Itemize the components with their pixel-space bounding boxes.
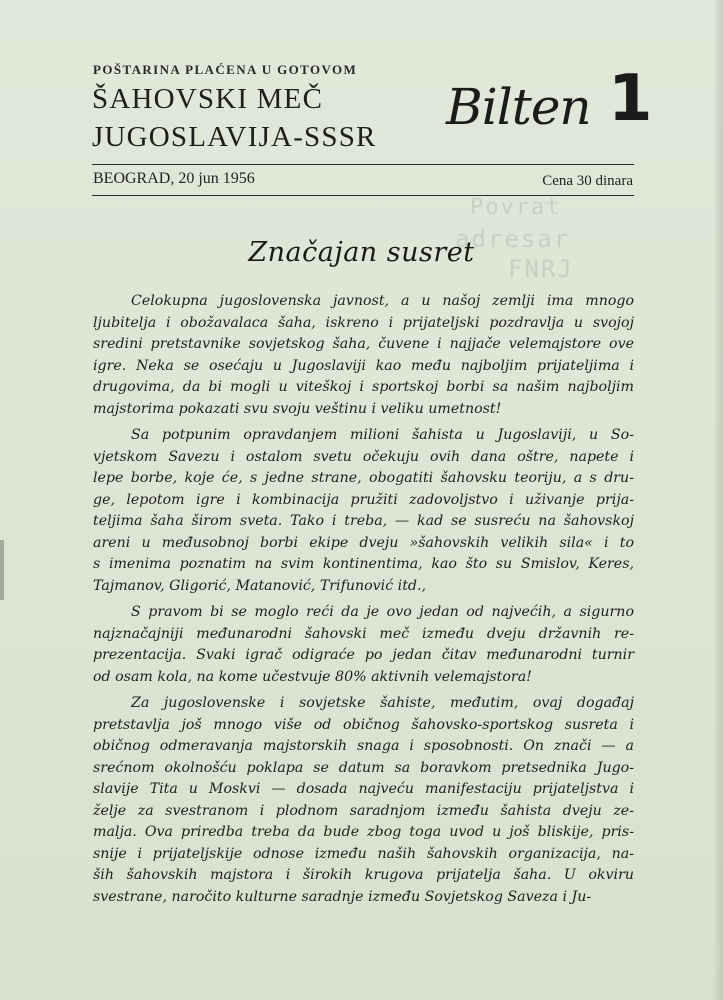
stamp-bleed-text: FNRJ: [508, 255, 574, 283]
article-paragraph: [93, 693, 634, 908]
article-line: ših šahovskih majstora i širokih krugova prijatelja šaha. U okviru: [93, 867, 634, 883]
masthead-title-line-2: JUGOSLAVIJA-SSSR: [92, 121, 377, 153]
article-line: Sa potpunim opravdanjem milioni šahista u Jugoslaviji, u So-: [131, 427, 634, 443]
article-line: Celokupna jugoslovenska javnost, a u našoj zemlji ima mnogo: [131, 293, 634, 309]
article-paragraph: [93, 291, 634, 420]
masthead-title-line-1: ŠAHOVSKI MEČ: [92, 83, 324, 115]
article-headline: Značajan susret: [248, 237, 475, 268]
article-line: svestrane, naročito kulturne saradnje između Sovjetskog Saveza i Ju-: [93, 888, 592, 905]
article-line: srećnom okolnošću poklapa se datum sa boravkom pretsednika Jugo-: [93, 759, 634, 776]
article-line: pretstavlja još mnogo više od običnog šahovsko-sportskog susreta i: [93, 716, 634, 733]
article-line: drugovima, da bi mogli u viteškoj i sportskoj borbi sa našim najboljim: [93, 379, 634, 395]
article-line: sredini pretstavnike sovjetskog šaha, čuvene i najjače velemajstore ove: [93, 336, 634, 352]
article-line: od osam kola, na kome učestvuje 80% aktivnih velemajstora!: [93, 668, 532, 685]
article-line: Tajmanov, Gligorić, Matanović, Trifunović itd.,: [93, 577, 427, 594]
price-label: Cena 30 dinara: [542, 173, 633, 189]
article-body: [93, 291, 634, 913]
issue-number: 1: [608, 62, 653, 136]
article-line: lepe borbe, koje će, s jedne strane, obogatiti šahovsku teoriju, a s dru-: [93, 470, 634, 486]
bilten-label: Bilten: [446, 78, 591, 136]
article-line: igre. Neka se osećaju u Jugoslaviji kao među najboljim prijateljima i: [93, 357, 634, 374]
page-edge-shadow: [713, 0, 723, 1000]
article-line: slavije Tita u Moskvi — dosada najveću manifestaciju prijateljstva i: [93, 781, 634, 797]
article-line: Za jugoslovenske i sovjetske šahiste, međutim, ovaj događaj: [131, 695, 634, 711]
article-line: S pravom bi se moglo reći da je ovo jedan od najvećih, a sigurno: [131, 604, 634, 620]
article-line: ge, lepotom igre i kombinacija pružiti zadovoljstvo i uživanje prija-: [93, 491, 634, 508]
dateline: BEOGRAD, 20 jun 1956: [93, 170, 255, 187]
article-line: prezentacija. Svaki igrač odigraće po jedan čitav međunarodni turnir: [93, 647, 634, 663]
article-line: ljubitelja i obožavalaca šaha, iskreno i prijateljski pozdravlja u svojoj: [93, 314, 634, 331]
masthead-rule-top: [92, 164, 634, 165]
article-line: malja. Ova priredba treba da bude zbog toga uvod u još bliskije, pris-: [93, 824, 634, 840]
article-line: areni u međusobnoj borbi ekipe dveju »šahovskih velikih sila« i to: [93, 534, 634, 551]
article-line: snije i prijateljskije odnose između naših šahovskih organizacija, na-: [93, 845, 634, 862]
article-paragraph: [93, 425, 634, 597]
stamp-bleed-text: Povrat: [470, 195, 562, 220]
stamp-bleed-text: adresar: [455, 225, 571, 253]
binding-mark: [0, 540, 4, 600]
article-line: vjetskom Savezu i ostalom svetu očekuju ovih dana oštre, napete i: [93, 448, 634, 465]
article-line: teljima šaha širom sveta. Tako i treba, — kad se susreću na šahovskoj: [93, 513, 634, 529]
article-line: majstorima pokazati svu svoju veštinu i veliku umetnost!: [93, 400, 502, 417]
article-line: najznačajniji međunarodni šahovski meč između dveju državnih re-: [93, 625, 634, 642]
article-paragraph: [93, 602, 634, 688]
postage-note: POŠTARINA PLAĆENA U GOTOVOM: [93, 62, 358, 77]
article-line: običnog odmeravanja majstorskih snaga i sposobnosti. On znači — a: [93, 738, 634, 754]
article-line: s imenima poznatim na svim kontinentima, kao što su Smislov, Keres,: [93, 556, 634, 572]
article-line: želje za svestranom i plodnom saradnjom između šahista dveju ze-: [93, 802, 634, 819]
